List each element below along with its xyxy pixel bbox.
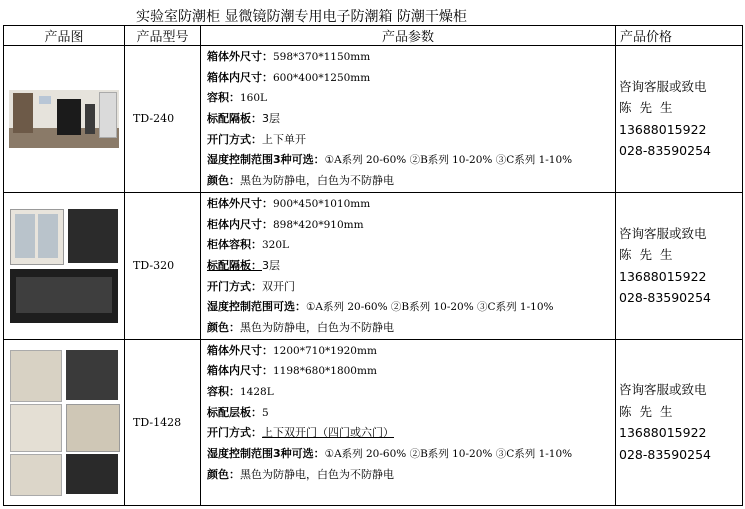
price-phone: 13688015922 xyxy=(619,425,707,441)
param-label: 柜体容积： xyxy=(207,238,262,252)
param-line xyxy=(207,256,615,277)
param-value: 900*450*1010mm xyxy=(273,197,371,210)
product-image-cell xyxy=(4,339,125,505)
param-line xyxy=(207,130,615,151)
param-line xyxy=(207,109,615,130)
param-value: 600*400*1250mm xyxy=(273,71,371,84)
product-price xyxy=(616,192,743,339)
price-contact-name: 陈 先 生 xyxy=(619,403,675,419)
param-value: ①A系列 20-60% ②B系列 10-20% ③C系列 1-10% xyxy=(324,154,573,167)
product-model: TD-320 xyxy=(125,192,201,339)
param-line xyxy=(207,47,615,68)
product-params xyxy=(201,46,616,193)
table-row xyxy=(4,46,743,193)
param-value: ①A系列 20-60% ②B系列 10-20% ③C系列 1-10% xyxy=(324,448,573,461)
price-tel: 028-83590254 xyxy=(619,290,711,306)
param-label: 标配隔板： xyxy=(207,112,262,126)
param-value: 1200*710*1920mm xyxy=(273,344,377,357)
param-line xyxy=(207,361,615,382)
product-price xyxy=(616,46,743,193)
product-image-cell xyxy=(4,192,125,339)
param-label: 箱体内尺寸： xyxy=(207,70,273,84)
param-value: 黑色为防静电，白色为不防静电 xyxy=(240,320,394,334)
param-line xyxy=(207,341,615,362)
param-value: 1198*680*1800mm xyxy=(273,365,377,378)
param-value: ①A系列 20-60% ②B系列 10-20% ③C系列 1-10% xyxy=(306,301,554,314)
header-image: 产品图 xyxy=(4,26,125,46)
param-label: 开门方式： xyxy=(207,132,262,146)
param-label: 箱体外尺寸： xyxy=(207,343,273,357)
param-line xyxy=(207,423,615,444)
page-title xyxy=(0,5,745,25)
param-label: 湿度控制范围可选： xyxy=(207,300,306,314)
param-line xyxy=(207,88,615,109)
param-label: 柜体内尺寸： xyxy=(207,217,273,231)
table-row xyxy=(4,192,743,339)
param-label: 湿度控制范围3种可选： xyxy=(207,153,325,167)
header-price: 产品价格 xyxy=(616,26,743,46)
price-tel: 028-83590254 xyxy=(619,143,711,159)
param-label: 颜色： xyxy=(207,320,240,334)
price-consult: 咨询客服或致电 xyxy=(619,225,707,241)
product-photo-td-1428 xyxy=(8,348,120,496)
param-label: 柜体外尺寸： xyxy=(207,196,273,210)
param-value: 898*420*910mm xyxy=(273,218,364,231)
param-value: 3层 xyxy=(262,258,280,272)
param-label: 箱体外尺寸： xyxy=(207,50,273,63)
param-line xyxy=(207,403,615,424)
param-value: 1428L xyxy=(240,386,274,398)
param-line xyxy=(207,150,615,171)
param-label: 颜色： xyxy=(207,467,240,481)
param-label: 颜色： xyxy=(207,174,240,188)
param-value: 160L xyxy=(240,92,268,105)
param-line xyxy=(207,171,615,192)
product-price xyxy=(616,339,743,505)
product-image-cell xyxy=(4,46,125,193)
param-value: 598*370*1150mm xyxy=(273,51,371,63)
price-consult: 咨询客服或致电 xyxy=(619,78,707,94)
product-photo-td-240 xyxy=(9,90,119,148)
param-label: 箱体内尺寸： xyxy=(207,364,273,378)
param-value: 上下单开 xyxy=(262,132,306,146)
product-model: TD-240 xyxy=(125,46,201,193)
table-row xyxy=(4,339,743,505)
param-value: 黑色为防静电，白色为不防静电 xyxy=(240,174,394,188)
header-params: 产品参数 xyxy=(201,26,616,46)
param-value: 3层 xyxy=(262,112,280,126)
param-line xyxy=(207,444,615,465)
param-line xyxy=(207,68,615,89)
param-line xyxy=(207,277,615,298)
param-line xyxy=(207,194,615,215)
product-model: TD-1428 xyxy=(125,339,201,505)
price-phone: 13688015922 xyxy=(619,121,707,137)
table-header-row xyxy=(4,26,743,46)
param-value: 黑色为防静电，白色为不防静电 xyxy=(240,467,394,481)
price-contact-name: 陈 先 生 xyxy=(619,100,675,116)
param-line xyxy=(207,318,615,339)
page-title-text: 实验室防潮柜 显微镜防潮专用电子防潮箱 防潮干燥柜 xyxy=(136,9,467,25)
param-line xyxy=(207,297,615,318)
param-line xyxy=(207,382,615,403)
param-value: 上下双开门（四门或六门） xyxy=(262,426,394,440)
price-tel: 028-83590254 xyxy=(619,446,711,462)
product-photo-td-320 xyxy=(8,207,120,325)
param-label: 容积： xyxy=(207,91,240,105)
price-phone: 13688015922 xyxy=(619,268,707,284)
param-line xyxy=(207,215,615,236)
price-consult: 咨询客服或致电 xyxy=(619,382,707,398)
param-value: 320L xyxy=(262,239,290,252)
product-table xyxy=(3,25,743,506)
param-label: 容积： xyxy=(207,385,240,398)
header-model: 产品型号 xyxy=(125,26,201,46)
param-label: 湿度控制范围3种可选： xyxy=(207,447,325,461)
param-label: 开门方式： xyxy=(207,279,262,293)
param-line xyxy=(207,235,615,256)
price-contact-name: 陈 先 生 xyxy=(619,247,675,263)
param-line xyxy=(207,465,615,486)
param-value: 5 xyxy=(262,406,269,419)
param-label: 标配层板： xyxy=(207,405,262,419)
param-label: 开门方式： xyxy=(207,426,262,440)
param-value: 双开门 xyxy=(262,279,295,293)
param-label: 标配隔板： xyxy=(207,258,262,272)
product-params xyxy=(201,192,616,339)
product-params xyxy=(201,339,616,505)
